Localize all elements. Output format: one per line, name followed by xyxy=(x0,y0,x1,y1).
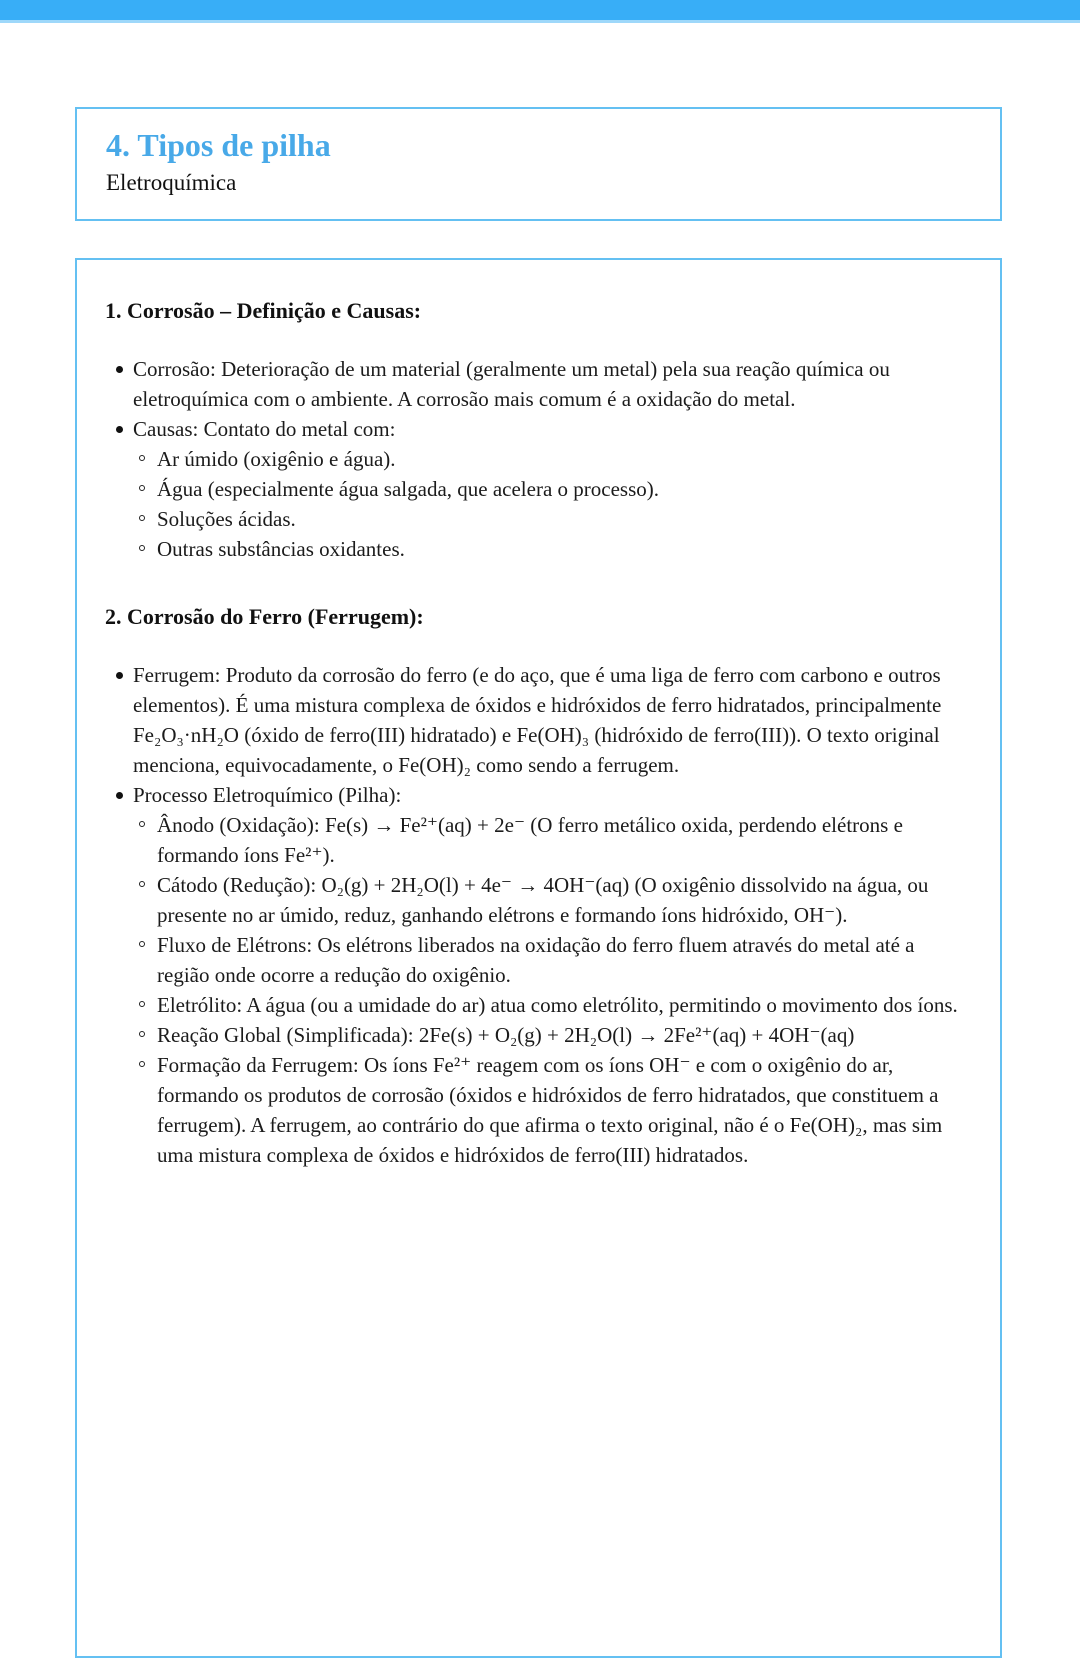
list-item-text: Formação da Ferrugem: Os íons Fe²⁺ reagem com os íons OH⁻ e com o oxigênio do ar, formando os produtos de corrosão (óxidos e hidróxidos de ferro hidratados, que constituem a ferrugem). A ferrugem, ao contrário do que afirma o texto original, não é o Fe(OH)₂, mas sim uma mistura complexa de óxidos e hidróxidos de ferro(III) hidratados. xyxy=(157,1053,943,1167)
list-item xyxy=(133,534,960,564)
list-item-text: Causas: Contato do metal com: xyxy=(133,417,396,441)
list-item-text: Outras substâncias oxidantes. xyxy=(157,537,405,561)
list-item xyxy=(133,990,960,1020)
processo-sub-list xyxy=(133,810,960,1170)
list-item-text: Ânodo (Oxidação): Fe(s) → Fe²⁺(aq) + 2e⁻ (O ferro metálico oxida, perdendo elétrons e formando íons Fe²⁺). xyxy=(157,813,903,867)
list-item xyxy=(105,780,960,1170)
list-item xyxy=(133,930,960,990)
list-item-text: Ferrugem: Produto da corrosão do ferro (e do aço, que é uma liga de ferro com carbono e outros elementos). É uma mistura complexa de óxidos e hidróxidos de ferro hidratados, principalmente Fe₂O₃·nH₂O (óxido de ferro(III) hidratado) e Fe(OH)₃ (hidróxido de ferro(III)). O texto original menciona, equivocadamente, o Fe(OH)₂ como sendo a ferrugem. xyxy=(133,663,942,777)
list-item xyxy=(105,660,960,780)
list-item-text: Fluxo de Elétrons: Os elétrons liberados na oxidação do ferro fluem através do metal até a região onde ocorre a redução do oxigênio. xyxy=(157,933,915,987)
section-heading-corrosao-definicao: 1. Corrosão – Definição e Causas: xyxy=(105,298,422,323)
list-item xyxy=(105,414,960,564)
list-item xyxy=(133,1050,960,1170)
section-1-bullet-list xyxy=(105,354,960,564)
list-item-text: Reação Global (Simplificada): 2Fe(s) + O₂(g) + 2H₂O(l) → 2Fe²⁺(aq) + 4OH⁻(aq) xyxy=(157,1023,855,1047)
list-item-text: Ar úmido (oxigênio e água). xyxy=(157,447,396,471)
list-item xyxy=(133,474,960,504)
list-item-text: Corrosão: Deterioração de um material (geralmente um metal) pela sua reação química ou eletroquímica com o ambiente. A corrosão mais comum é a oxidação do metal. xyxy=(133,357,890,411)
content-card xyxy=(75,258,1002,1658)
list-item xyxy=(133,810,960,870)
list-item xyxy=(133,870,960,930)
section-heading-corrosao-ferro: 2. Corrosão do Ferro (Ferrugem): xyxy=(105,604,424,629)
list-item xyxy=(133,1020,960,1050)
page-title: 4. Tipos de pilha xyxy=(106,127,331,163)
list-item xyxy=(105,354,960,414)
title-card xyxy=(75,107,1002,221)
list-item-text: Processo Eletroquímico (Pilha): xyxy=(133,783,402,807)
list-item xyxy=(133,504,960,534)
list-item-text: Cátodo (Redução): O₂(g) + 2H₂O(l) + 4e⁻ → 4OH⁻(aq) (O oxigênio dissolvido na água, ou presente no ar úmido, reduz, ganhando elétrons e formando íons hidróxido, OH⁻). xyxy=(157,873,929,927)
list-item-text: Soluções ácidas. xyxy=(157,507,296,531)
list-item xyxy=(133,444,960,474)
page-subtitle: Eletroquímica xyxy=(106,170,237,195)
list-item-text: Eletrólito: A água (ou a umidade do ar) atua como eletrólito, permitindo o movimento dos íons. xyxy=(157,993,958,1017)
section-2-bullet-list xyxy=(105,660,960,1170)
top-accent-bar xyxy=(0,0,1080,23)
list-item-text: Água (especialmente água salgada, que acelera o processo). xyxy=(157,477,660,501)
causas-sub-list xyxy=(133,444,960,564)
